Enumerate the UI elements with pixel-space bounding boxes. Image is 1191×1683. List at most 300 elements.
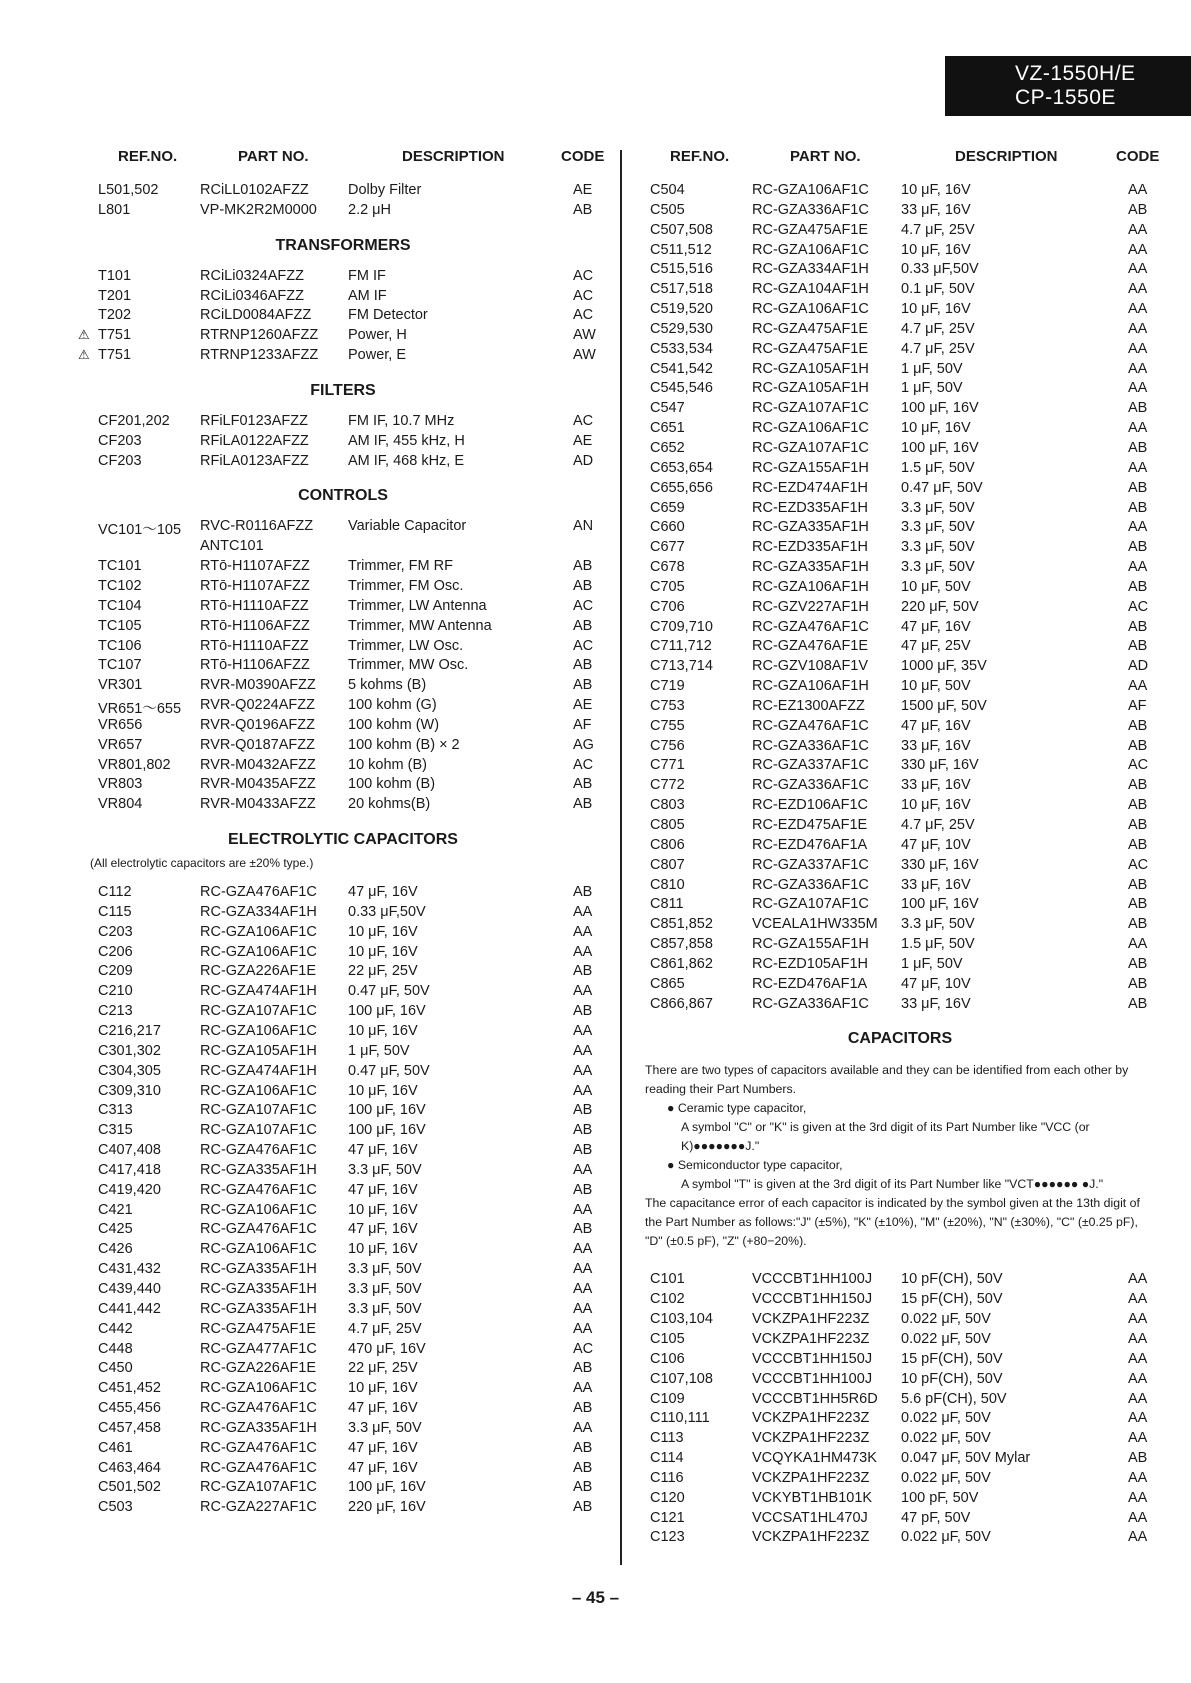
code: AA [573,1082,593,1099]
part-no: ANTC101 [200,538,264,555]
ref-no: C210 [98,983,133,1000]
ref-no: VR656 [98,716,143,733]
description: 10 pF(CH), 50V [901,1271,1003,1288]
model-line-2: CP-1550E [1015,86,1116,109]
description: 10 μF, 16V [348,1380,418,1397]
description: 0.022 μF, 50V [901,1430,991,1447]
part-no: RC-GZA105AF1H [200,1042,317,1059]
description: 10 μF, 16V [348,1241,418,1258]
ref-no: VR657 [98,736,143,753]
code: AA [1128,261,1148,278]
description: 3.3 μF, 50V [901,539,975,556]
code: AA [1128,1509,1148,1526]
part-no: RTō-H1106AFZZ [200,617,310,634]
ref-no: T751 [98,347,132,364]
table-row [88,904,610,924]
part-no: RC-EZD106AF1C [752,797,869,814]
ref-no: C461 [98,1439,133,1456]
table-row [645,1271,1165,1291]
table-row [645,1410,1165,1430]
table-row [88,757,610,777]
table-row [88,433,610,453]
description: 10 μF, 16V [901,241,971,258]
note-ceramic-title: ● Ceramic type capacitor, [667,1101,807,1116]
code: AB [1128,737,1148,754]
ref-no: C463,464 [98,1459,161,1476]
code: AA [1128,1311,1148,1328]
table-row [645,222,1165,242]
ref-no: C301,302 [98,1042,161,1059]
code: AA [1128,1469,1148,1486]
code: AB [573,558,593,575]
table-row [645,539,1165,559]
table-row [88,884,610,904]
description: 10 pF(CH), 50V [901,1370,1003,1387]
description: 3.3 μF, 50V [901,559,975,576]
code: AB [573,963,593,980]
electrolytic-note: (All electrolytic capacitors are ±20% type.) [90,856,314,871]
part-no: RTō-H1110AFZZ [200,597,309,614]
part-no: VCKZPA1HF223Z [752,1311,870,1328]
ref-no: C113 [650,1430,684,1447]
part-no: RTRNP1233AFZZ [200,347,319,364]
table-row [88,1241,610,1261]
ref-no: C203 [98,923,133,940]
part-no: RC-GZA107AF1C [752,896,869,913]
code: AD [573,452,594,469]
ref-no: C705 [650,578,685,595]
part-no: RC-GZA106AF1C [200,1380,317,1397]
description: 330 μF, 16V [901,856,979,873]
part-no: RTō-H1106AFZZ [200,657,310,674]
part-no: RC-GZA335AF1H [200,1161,317,1178]
header-ref: REF.NO. [670,148,730,165]
ref-no: T751 [98,327,132,344]
code: AA [1128,459,1148,476]
code: AB [573,1360,593,1377]
table-row [88,1261,610,1281]
table-row [88,1499,610,1519]
ref-no: C719 [650,678,685,695]
ref-no: C652 [650,439,685,456]
spacer [645,1251,1165,1271]
description: 10 μF, 50V [901,678,971,695]
table-row [645,281,1165,301]
part-no: RC-EZD474AF1H [752,479,869,496]
code: AA [1128,281,1148,298]
description: 47 μF, 16V [901,618,971,635]
code: AB [573,1142,593,1159]
description: 47 μF, 16V [348,1459,418,1476]
ref-no: C419,420 [98,1181,161,1198]
description: 3.3 μF, 50V [901,519,975,536]
ref-no: C431,432 [98,1261,161,1278]
table-row [645,361,1165,381]
code: AB [573,1122,593,1139]
ref-no: C713,714 [650,658,713,675]
code: AC [573,412,594,429]
code: AB [1128,916,1148,933]
code: AB [1128,797,1148,814]
ref-no: C116 [650,1469,684,1486]
table-row [88,1182,610,1202]
table-row [645,400,1165,420]
part-no: RVR-Q0224AFZZ [200,697,315,714]
code: AF [573,716,592,733]
part-no: RC-GZA476AF1C [200,1221,317,1238]
part-no: RVR-M0390AFZZ [200,677,316,694]
description: 10 μF, 16V [348,923,418,940]
table-row [645,480,1165,500]
code: AB [573,1221,593,1238]
description: 0.022 μF, 50V [901,1410,991,1427]
table-row [88,558,610,578]
ref-no: C110,111 [650,1410,710,1427]
code: AB [1128,638,1148,655]
ref-no: C659 [650,499,685,516]
part-no: VCEALA1HW335M [752,916,878,933]
description: 0.022 μF, 50V [901,1529,991,1546]
code: AB [1128,400,1148,417]
controls-list [88,518,610,816]
part-no: VP-MK2R2M0000 [200,201,317,218]
description: AM IF [348,287,387,304]
header-desc: DESCRIPTION [955,148,1058,165]
part-no: RC-GZA226AF1E [200,963,317,980]
code: AC [1128,856,1149,873]
description: 47 μF, 16V [348,1221,418,1238]
ref-no: C425 [98,1221,133,1238]
code: AE [573,697,593,714]
part-no: RC-GZA334AF1H [752,261,869,278]
table-row [88,657,610,677]
part-no: VCCCBT1HH100J [752,1271,873,1288]
part-no: RC-GZA476AF1C [752,717,869,734]
part-no: RC-GZA106AF1H [752,678,869,695]
description: 10 μF, 16V [901,182,971,198]
part-no: RVR-M0432AFZZ [200,756,316,773]
ref-no: TC105 [98,617,142,634]
ref-no: TC106 [98,637,142,654]
code: AB [1128,499,1148,516]
description: 47 μF, 10V [901,836,971,853]
table-row [78,347,610,367]
description: 100 μF, 16V [901,896,979,913]
ref-no: C315 [98,1122,133,1139]
description: 3.3 μF, 50V [901,916,975,933]
description: 4.7 μF, 25V [348,1320,422,1337]
code: AA [573,1280,593,1297]
ref-no: VR301 [98,677,143,694]
description: 100 μF, 16V [348,1003,426,1020]
ref-no: CF203 [98,452,142,469]
code: AB [1128,896,1148,913]
ref-no: C417,418 [98,1161,161,1178]
code: AB [573,1400,593,1417]
part-no: RCiLL0102AFZZ [200,182,309,198]
description: 220 μF, 16V [348,1499,426,1516]
part-no: RC-GZA106AF1C [200,1241,317,1258]
table-row [645,599,1165,619]
part-no: RC-GZA335AF1H [200,1261,317,1278]
code: AA [1128,1410,1148,1427]
ref-no: C655,656 [650,479,713,496]
part-no: RC-GZA107AF1C [200,1479,317,1496]
description: 100 kohm (W) [348,716,440,733]
code: AB [1128,717,1148,734]
code: AB [1128,439,1148,456]
code: AA [1128,1489,1148,1506]
table-row [645,1291,1165,1311]
code: AW [573,347,596,364]
description: 33 μF, 16V [901,737,971,754]
description: 100 μF, 16V [348,1102,426,1119]
ref-no: C451,452 [98,1380,161,1397]
ref-no: C678 [650,559,685,576]
description: Dolby Filter [348,182,422,198]
note-intro: There are two types of capacitors available and they can be identified from each other by reading their Part Numbers. [645,1063,1129,1097]
code: AN [573,518,594,535]
part-no: VCCCBT1HH5R6D [752,1390,878,1407]
ref-no: C105 [650,1330,685,1347]
part-no: RC-GZA474AF1H [200,1062,317,1079]
ref-no: VR804 [98,796,143,813]
part-no: VCCCBT1HH100J [752,1370,873,1387]
table-row [645,718,1165,738]
ref-no: VR651～655 [98,701,182,718]
table-row [645,1331,1165,1351]
code: AB [573,677,593,694]
code: AB [1128,1450,1148,1467]
table-row [88,1440,610,1460]
table-row [88,1202,610,1222]
description: 0.022 μF, 50V [901,1330,991,1347]
ref-no: C407,408 [98,1142,161,1159]
part-no: RC-GZA155AF1H [752,936,869,953]
ref-no: C807 [650,856,685,873]
description: 0.1 μF, 50V [901,281,975,298]
table-row [645,738,1165,758]
description: FM IF, 10.7 MHz [348,412,455,429]
code: AC [573,287,594,304]
part-no: RCiLD0084AFZZ [200,307,312,324]
description: 100 μF, 16V [901,439,979,456]
ref-no: C806 [650,836,685,853]
table-row [88,1003,610,1023]
ref-no: C206 [98,943,133,960]
description: 0.47 μF, 50V [348,983,430,1000]
section-electrolytic: ELECTROLYTIC CAPACITORS [228,831,458,849]
table-row [645,1510,1165,1530]
page-number: – 45 – [571,1588,620,1607]
code: AE [573,432,593,449]
part-no: RC-GZA106AF1C [752,301,869,318]
code: AE [573,182,593,198]
table-row [645,837,1165,857]
part-no: RFiLA0122AFZZ [200,432,309,449]
ref-no: C213 [98,1003,133,1020]
table-row [88,1460,610,1480]
table-row [88,1400,610,1420]
description: 470 μF, 16V [348,1340,426,1357]
table-row [88,1023,610,1043]
table-row [645,1490,1165,1510]
code: AG [573,736,594,753]
part-no: RC-GZA476AF1C [200,1400,317,1417]
ref-no: L801 [98,201,131,218]
table-row [645,1470,1165,1490]
ref-no: TC101 [98,558,142,575]
ref-no: C503 [98,1499,133,1516]
table-row [88,1360,610,1380]
code: AA [573,1201,593,1218]
part-no: RC-GZA476AF1C [200,884,317,901]
ref-no: CF203 [98,432,142,449]
description: 10 μF, 16V [348,1201,418,1218]
part-no: RC-GZA227AF1C [200,1499,317,1516]
description: 1 μF, 50V [901,955,963,972]
table-row [88,518,610,538]
code: AA [573,1042,593,1059]
description: Power, H [348,327,407,344]
description: 10 μF, 16V [348,1082,418,1099]
code: AB [1128,539,1148,556]
note-error: The capacitance error of each capacitor is indicated by the symbol given at the 13th digit of the Part Number as follows:"J" (±5%), "K" (±10%), "M" (±20%), "N" (±30%), "C" (±0.25 pF), "D" (±0.5 pF), "Z" (+80−20%). [645,1196,1140,1249]
description: FM Detector [348,307,428,324]
code: AA [1128,1529,1148,1546]
code: AA [573,903,593,920]
description: 47 pF, 50V [901,1509,971,1526]
part-no: RC-GZA476AF1C [752,618,869,635]
ref-no: C457,458 [98,1419,161,1436]
ref-no: C101 [650,1271,685,1288]
ref-no: C441,442 [98,1300,161,1317]
table-row [645,182,1165,202]
part-no: RVR-Q0196AFZZ [200,716,315,733]
code: AB [1128,995,1148,1012]
description: Trimmer, LW Osc. [348,637,464,654]
table-row [88,737,610,757]
part-no: RTō-H1107AFZZ [200,558,310,575]
ref-no: C504 [650,182,685,198]
part-no: RC-GZA106AF1C [200,1023,317,1039]
part-no: RC-GZA155AF1H [752,459,869,476]
code: AB [573,776,593,793]
ref-no: TC104 [98,597,142,614]
part-no: VCKZPA1HF223Z [752,1430,870,1447]
table-row [645,757,1165,777]
description: 20 kohms(B) [348,796,431,813]
ref-no: C455,456 [98,1400,161,1417]
table-row [645,678,1165,698]
ref-no: C103,104 [650,1311,713,1328]
code: AB [573,1439,593,1456]
description: 100 μF, 16V [348,1122,426,1139]
part-no: VCCSAT1HL470J [752,1509,868,1526]
description: 4.7 μF, 25V [901,340,975,357]
table-row [645,202,1165,222]
code: AA [573,1419,593,1436]
description: 10 kohm (B) [348,756,427,773]
part-no: RTō-H1110AFZZ [200,637,309,654]
part-no: RVR-M0435AFZZ [200,776,316,793]
part-no: RC-GZA106AF1C [200,923,317,940]
description: 3.3 μF, 50V [348,1419,422,1436]
table-row [88,578,610,598]
part-no: VCQYKA1HM473K [752,1450,877,1467]
table-row [88,638,610,658]
table-row [88,1380,610,1400]
ref-no: C107,108 [650,1370,713,1387]
part-no: RC-GZA336AF1C [752,201,869,218]
table-row [88,1420,610,1440]
part-no: RC-EZD476AF1A [752,836,868,853]
ref-no: C771 [650,757,685,774]
code: AA [1128,1271,1148,1288]
ref-no: C857,858 [650,936,713,953]
ref-no: CF201,202 [98,412,170,429]
description: 47 μF, 16V [348,1181,418,1198]
description: 1500 μF, 50V [901,697,987,714]
part-no: VCKYBT1HB101K [752,1489,873,1506]
code: AB [573,1102,593,1119]
part-no: RVC-R0116AFZZ [200,518,314,535]
part-no: RC-GZA105AF1H [752,380,869,397]
table-row [645,460,1165,480]
note-semi-text: A symbol "T" is given at the 3rd digit of its Part Number like "VCT●●●●●● ●J." [681,1177,1104,1192]
part-no: RC-GZA334AF1H [200,903,317,920]
ref-no: C511,512 [650,241,712,258]
description: 3.3 μF, 50V [348,1300,422,1317]
code: AA [1128,559,1148,576]
table-row [88,453,610,473]
table-row [88,677,610,697]
description: 0.47 μF, 50V [901,479,983,496]
ref-no: C803 [650,797,685,814]
ref-no: C102 [650,1291,685,1308]
ref-no: C755 [650,717,685,734]
ref-no: TC102 [98,577,142,594]
code: AB [573,1181,593,1198]
ref-no: C114 [650,1450,684,1467]
capacitor-note [645,1061,1155,1251]
code: AA [1128,1350,1148,1367]
part-no: RFiLA0123AFZZ [200,452,309,469]
ref-no: C216,217 [98,1023,161,1039]
note-ceramic-text: A symbol "C" or "K" is given at the 3rd digit of its Part Number like "VCC (or K)●●●●●●●J." [681,1120,1090,1154]
part-no: RC-GZA107AF1C [200,1102,317,1119]
ref-no: C109 [650,1390,685,1407]
ref-no: TC107 [98,657,142,674]
code: AA [1128,1370,1148,1387]
code: AA [1128,380,1148,397]
part-no: RC-GZV227AF1H [752,598,869,615]
table-row [88,618,610,638]
ref-no: C706 [650,598,685,615]
code: AA [573,1023,593,1039]
code: AA [573,1380,593,1397]
safety-warning-icon: ⚠ [78,347,90,363]
description: Variable Capacitor [348,518,467,535]
section-capacitors: CAPACITORS [847,1030,953,1048]
ref-no: C677 [650,539,685,556]
section-controls: CONTROLS [298,487,388,505]
ref-no: C515,516 [650,261,713,278]
part-no: RC-GZA476AF1C [200,1459,317,1476]
part-no: RC-GZA106AF1H [752,578,869,595]
part-no: RC-EZD476AF1A [752,975,868,992]
description: 0.33 μF,50V [348,903,426,920]
